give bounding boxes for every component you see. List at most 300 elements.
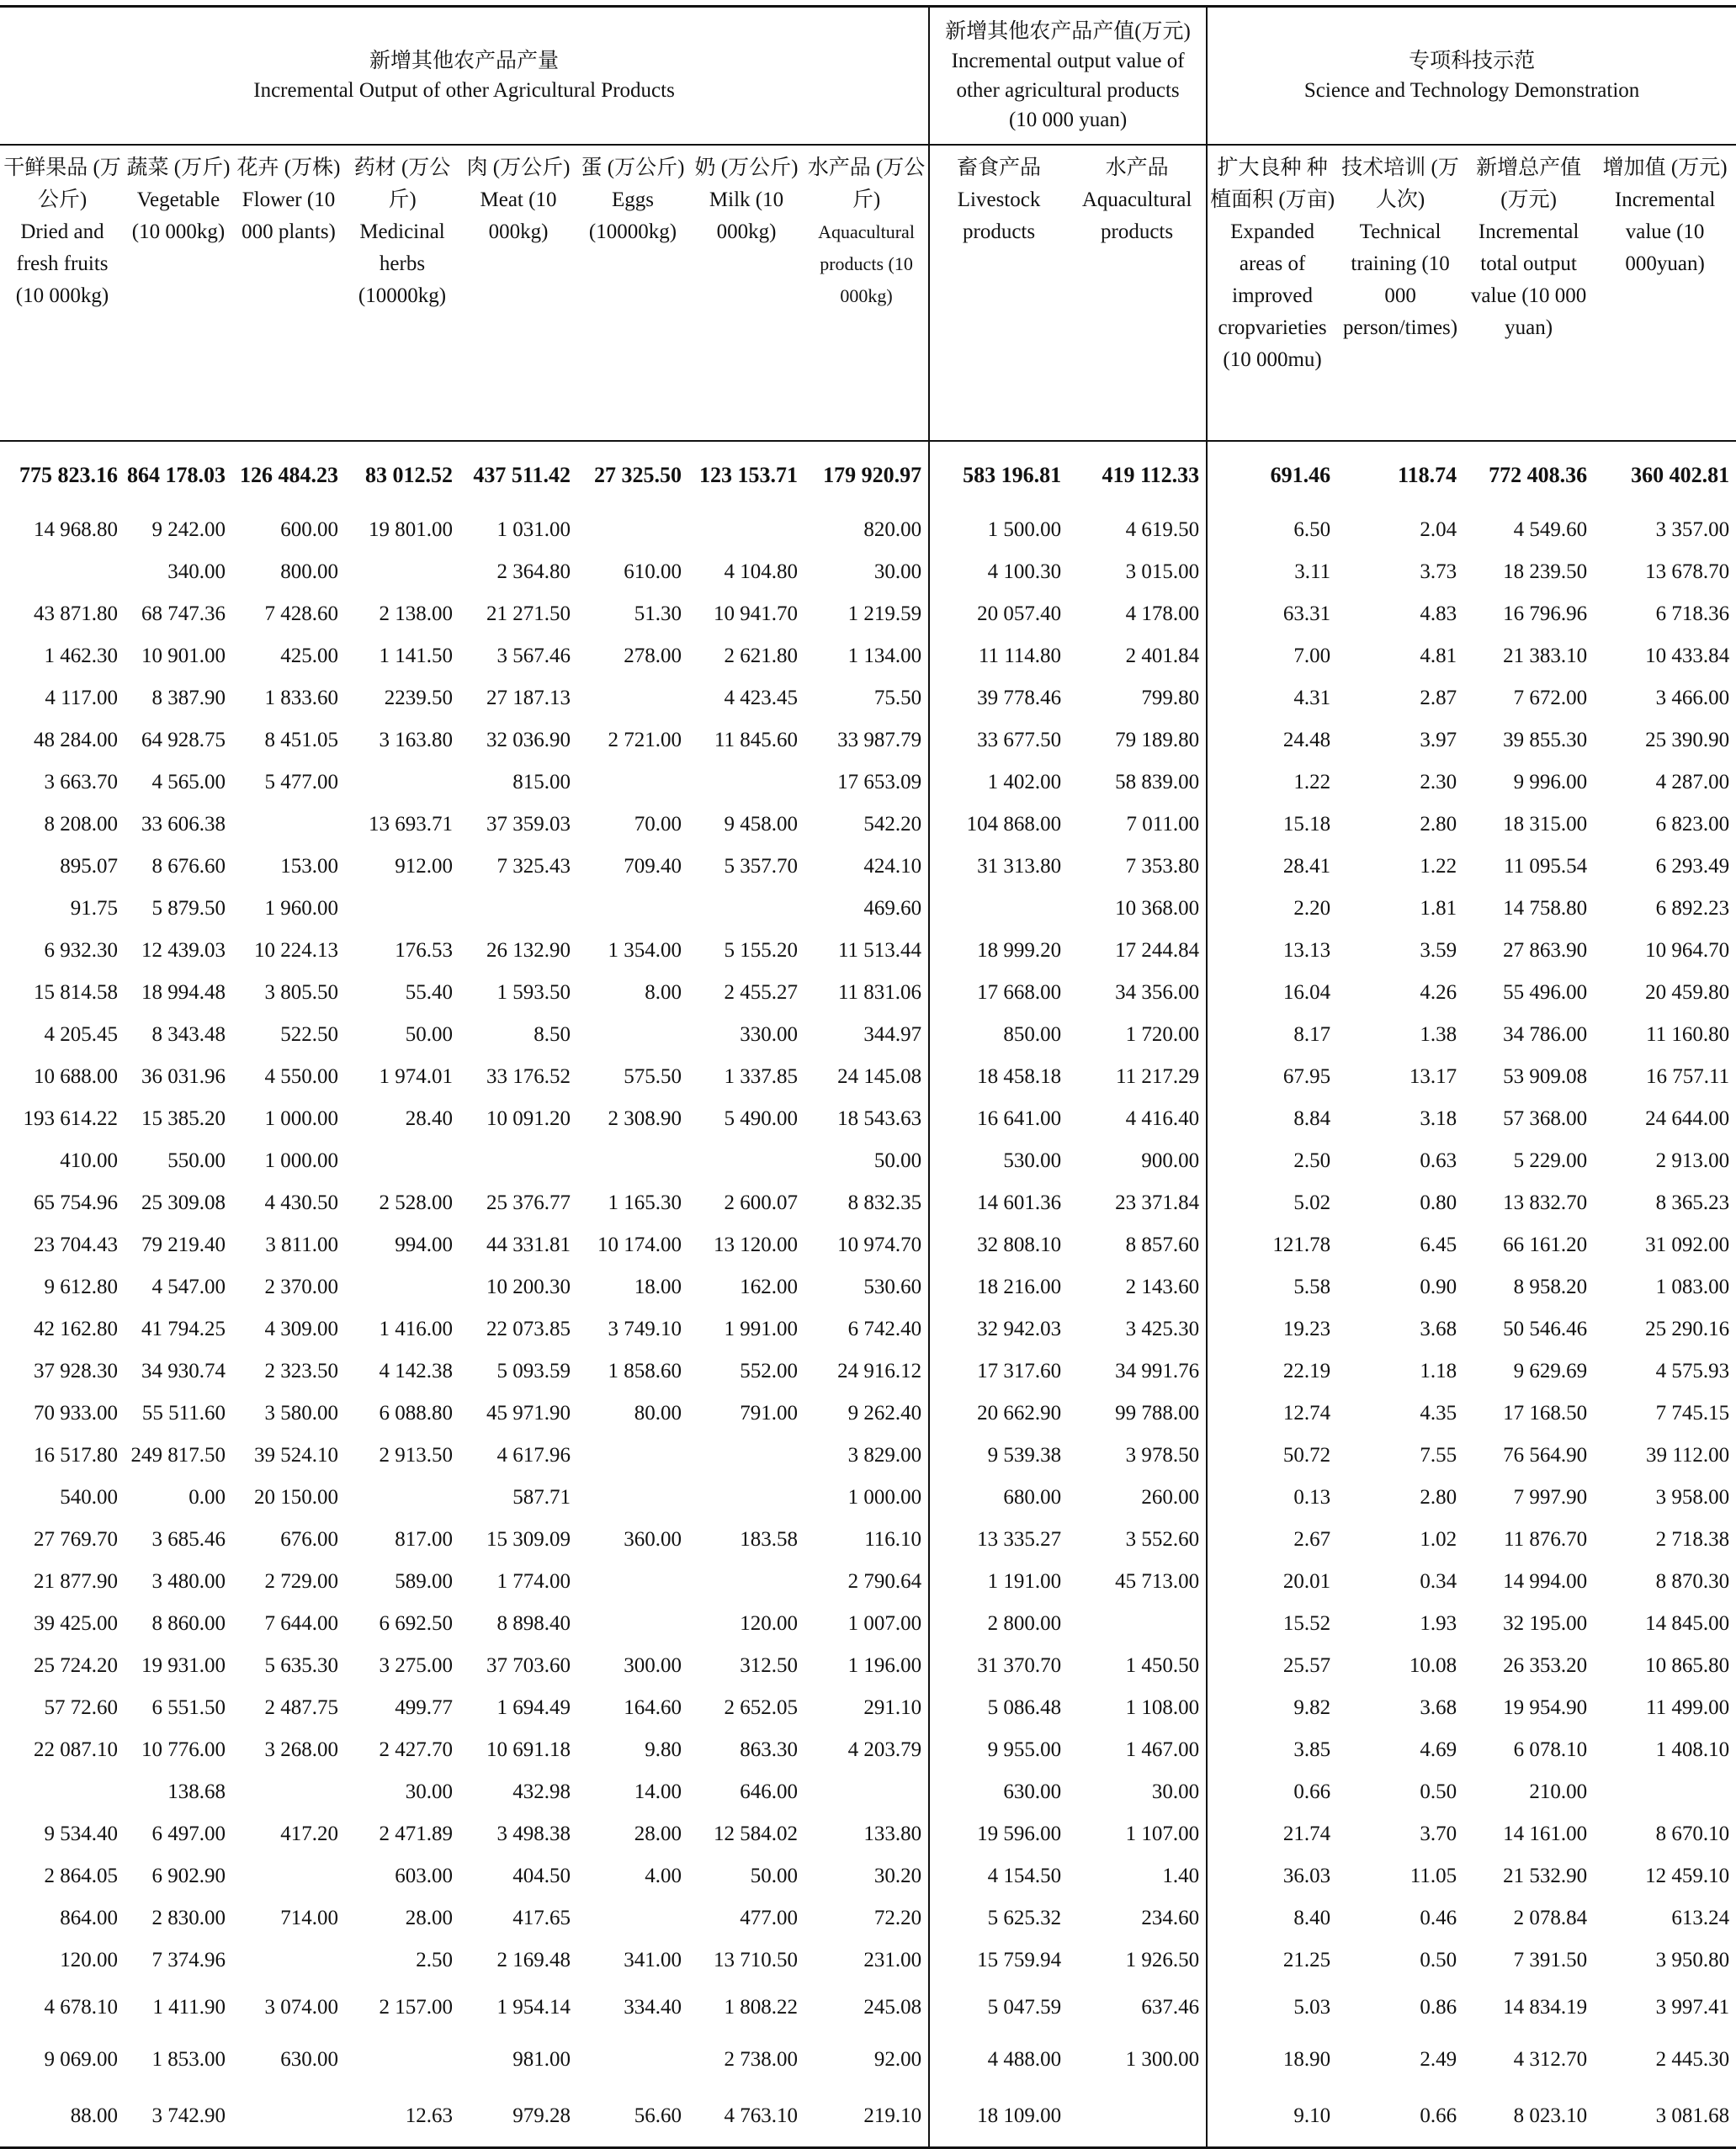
table-cell: 8.40	[1293, 1907, 1331, 1929]
column-header-en: Dried and fresh fruits (10 000kg)	[15, 220, 109, 307]
column-header-zh: 新增总产值 (万元)	[1476, 157, 1582, 211]
table-cell: 3 425.30	[1068, 1308, 1207, 1350]
table-row	[0, 1056, 1736, 1098]
table-cell: 4 203.79	[804, 1729, 929, 1771]
table-cell: 334.40	[624, 1996, 682, 2019]
table-cell: 23 704.43	[34, 1234, 118, 1256]
table-cell	[345, 1477, 459, 1519]
table-cell: 21.25	[1282, 1949, 1331, 1971]
table-cell	[577, 509, 688, 551]
table-cell: 7 997.90	[1513, 1486, 1588, 1509]
table-cell: 4 575.93	[1655, 1360, 1730, 1382]
table-cell: 231.00	[804, 1939, 929, 1982]
table-cell	[345, 888, 459, 930]
table-row	[0, 1098, 1736, 1140]
table-cell: 4 309.00	[264, 1318, 338, 1340]
table-cell: 2 913.50	[379, 1444, 453, 1467]
table-cell: 30.00	[405, 1780, 453, 1803]
table-cell	[577, 1435, 688, 1477]
table-cell: 4.83	[1420, 602, 1457, 625]
table-row	[0, 804, 1736, 846]
table-cell: 1 954.14	[496, 1996, 571, 2019]
table-cell: 2 729.00	[264, 1570, 338, 1593]
table-cell: 4 619.50	[1068, 509, 1207, 551]
table-cell	[345, 2034, 459, 2086]
table-cell: 57 72.60	[44, 1696, 118, 1719]
column-header	[1068, 145, 1207, 441]
table-cell	[688, 1477, 804, 1519]
table-cell: 344.97	[804, 1014, 929, 1056]
table-row	[0, 930, 1736, 972]
table-cell: 895.07	[60, 855, 118, 878]
table-cell: 9.82	[1293, 1696, 1331, 1719]
table-cell: 6 902.90	[151, 1865, 226, 1887]
table-cell: 14 161.00	[1503, 1823, 1588, 1845]
table-cell: 815.00	[512, 771, 571, 793]
table-cell: 16 641.00	[977, 1107, 1062, 1130]
table-cell: 8.50	[534, 1023, 571, 1046]
table-cell: 1.22	[1293, 771, 1331, 793]
table-cell: 9 629.69	[1513, 1360, 1588, 1382]
table-cell: 249 817.50	[130, 1444, 226, 1467]
table-cell: 1 000.00	[264, 1149, 338, 1172]
table-cell: 2 621.80	[724, 645, 798, 667]
table-cell: 1 411.90	[152, 1996, 226, 2019]
table-cell: 5.02	[1293, 1191, 1331, 1214]
table-cell: 219.10	[804, 2086, 929, 2148]
table-cell: 16 757.11	[1646, 1065, 1730, 1088]
table-cell	[1594, 1771, 1736, 1813]
table-cell: 1 134.00	[804, 635, 929, 677]
table-cell: 12 459.10	[1645, 1865, 1730, 1887]
table-cell: 6 718.36	[1655, 602, 1730, 625]
table-cell: 16 796.96	[1503, 602, 1588, 625]
table-cell: 603.00	[395, 1865, 453, 1887]
table-cell: 900.00	[1068, 1140, 1207, 1182]
table-cell: 31 313.80	[977, 855, 1062, 878]
table-cell: 6 088.80	[379, 1402, 453, 1425]
table-cell: 3 163.80	[379, 729, 453, 751]
table-cell: 1 593.50	[496, 981, 571, 1004]
table-cell: 13 678.70	[1645, 560, 1730, 583]
table-cell: 4 142.38	[379, 1360, 453, 1382]
table-cell: 1 720.00	[1068, 1014, 1207, 1056]
table-cell: 33 176.52	[486, 1065, 571, 1088]
table-cell: 24 145.08	[804, 1056, 929, 1098]
table-cell: 210.00	[1529, 1780, 1588, 1803]
table-cell: 646.00	[740, 1780, 798, 1803]
column-header-zh: 奶 (万公斤)	[694, 157, 799, 179]
table-cell: 2 652.05	[724, 1696, 798, 1719]
table-cell: 312.50	[740, 1654, 798, 1677]
table-cell: 6 551.50	[151, 1696, 226, 1719]
table-cell: 34 356.00	[1068, 972, 1207, 1014]
table-cell: 9 458.00	[724, 813, 798, 836]
table-cell: 3.59	[1420, 939, 1457, 962]
table-cell: 0.50	[1420, 1780, 1457, 1803]
table-cell: 15.18	[1282, 813, 1331, 836]
table-cell: 0.63	[1420, 1149, 1457, 1172]
table-cell: 0.46	[1420, 1907, 1457, 1929]
table-cell: 1 808.22	[724, 1996, 798, 2019]
table-cell: 72.20	[804, 1897, 929, 1939]
table-cell: 0.86	[1420, 1996, 1457, 2019]
table-cell: 981.00	[512, 2048, 571, 2071]
table-cell: 8 208.00	[44, 813, 118, 836]
table-cell: 4 549.60	[1513, 518, 1588, 541]
table-cell: 116.10	[804, 1519, 929, 1561]
table-cell: 2 790.64	[804, 1561, 929, 1603]
table-cell: 5 477.00	[264, 771, 338, 793]
table-cell: 15 759.94	[977, 1949, 1062, 1971]
table-cell: 2 364.80	[496, 560, 571, 583]
table-cell: 30.20	[804, 1855, 929, 1897]
table-cell	[577, 2034, 688, 2086]
table-cell: 20.01	[1282, 1570, 1331, 1593]
table-cell: 17 668.00	[977, 981, 1062, 1004]
table-row	[0, 719, 1736, 761]
table-row	[0, 1435, 1736, 1477]
table-cell: 104 868.00	[966, 813, 1062, 836]
agricultural-output-table	[0, 5, 1736, 2149]
table-cell: 21 877.90	[34, 1570, 118, 1593]
column-header-zh: 扩大良种 种植面积 (万亩)	[1210, 157, 1335, 211]
table-cell: 477.00	[740, 1907, 798, 1929]
table-cell: 18 239.50	[1503, 560, 1588, 583]
table-cell: 3 742.90	[125, 2086, 232, 2148]
table-cell: 2 445.30	[1655, 2048, 1730, 2071]
table-cell: 1 694.49	[496, 1696, 571, 1719]
table-cell: 3 978.50	[1068, 1435, 1207, 1477]
table-cell: 36.03	[1282, 1865, 1331, 1887]
table-cell: 50.00	[804, 1140, 929, 1182]
table-cell: 9.80	[645, 1738, 682, 1761]
table-cell: 10 688.00	[34, 1065, 118, 1088]
table-cell	[232, 1855, 345, 1897]
table-cell	[345, 1266, 459, 1308]
table-cell: 613.24	[1671, 1907, 1730, 1929]
table-cell: 2.87	[1420, 687, 1457, 709]
table-cell: 176.53	[395, 939, 453, 962]
table-cell: 4 154.50	[987, 1865, 1062, 1887]
table-cell: 4 678.10	[44, 1996, 118, 2019]
table-row	[0, 1603, 1736, 1645]
table-cell: 31 092.00	[1645, 1234, 1730, 1256]
table-cell	[577, 677, 688, 719]
table-cell: 7 353.80	[1068, 846, 1207, 888]
table-cell: 8 387.90	[151, 687, 226, 709]
table-cell: 10 901.00	[141, 645, 226, 667]
table-cell: 3.18	[1420, 1107, 1457, 1130]
table-cell: 6 497.00	[151, 1823, 226, 1845]
table-cell: 39 855.30	[1503, 729, 1588, 751]
table-cell: 775 823.16	[19, 463, 118, 487]
table-cell: 0.50	[1420, 1949, 1457, 1971]
table-cell: 8.00	[645, 981, 682, 1004]
table-cell: 8 676.60	[151, 855, 226, 878]
table-cell: 0.90	[1420, 1276, 1457, 1298]
table-cell: 183.58	[740, 1528, 798, 1551]
table-cell: 1 853.00	[151, 2048, 226, 2071]
table-cell: 2 830.00	[151, 1907, 226, 1929]
table-cell: 4 312.70	[1513, 2048, 1588, 2071]
table-cell: 123 153.71	[699, 463, 798, 487]
table-cell: 7 011.00	[1068, 804, 1207, 846]
table-cell: 291.10	[804, 1687, 929, 1729]
table-cell	[0, 551, 125, 593]
table-cell: 179 920.97	[804, 441, 929, 509]
table-row	[0, 1687, 1736, 1729]
total-row	[0, 441, 1736, 509]
table-cell: 800.00	[280, 560, 338, 583]
table-cell: 4.81	[1420, 645, 1457, 667]
table-cell: 32 808.10	[977, 1234, 1062, 1256]
table-cell: 8 023.10	[1463, 2086, 1594, 2148]
table-cell: 1 774.00	[496, 1570, 571, 1593]
table-cell: 419 112.33	[1068, 441, 1207, 509]
column-header	[1594, 145, 1736, 441]
table-cell: 1.38	[1420, 1023, 1457, 1046]
table-cell: 28.00	[634, 1823, 682, 1845]
table-cell: 14.00	[634, 1780, 682, 1803]
table-cell: 25 724.20	[34, 1654, 118, 1677]
table-cell: 6 293.49	[1655, 855, 1730, 878]
column-header	[1463, 145, 1594, 441]
table-cell: 12 584.02	[714, 1823, 798, 1845]
table-cell: 6 692.50	[379, 1612, 453, 1635]
table-cell: 1 007.00	[804, 1603, 929, 1645]
table-cell: 13 120.00	[714, 1234, 798, 1256]
table-cell: 22 087.10	[34, 1738, 118, 1761]
table-cell: 19.23	[1282, 1318, 1331, 1340]
table-cell: 1.40	[1068, 1855, 1207, 1897]
column-header-zh: 肉 (万公斤)	[466, 157, 571, 179]
table-cell: 2 721.00	[608, 729, 682, 751]
table-cell: 979.28	[459, 2086, 577, 2148]
table-cell: 24.48	[1282, 729, 1331, 751]
table-cell: 8 958.20	[1513, 1276, 1588, 1298]
table-cell: 10 974.70	[804, 1224, 929, 1266]
column-header	[1207, 145, 1337, 441]
table-cell: 138.68	[167, 1780, 226, 1803]
table-cell: 133.80	[804, 1813, 929, 1855]
table-cell: 8 365.23	[1655, 1191, 1730, 1214]
table-cell: 499.77	[395, 1696, 453, 1719]
table-cell	[929, 888, 1068, 930]
table-cell: 1.93	[1420, 1612, 1457, 1635]
table-cell: 630.00	[1003, 1780, 1062, 1803]
table-cell: 330.00	[740, 1023, 798, 1046]
table-cell: 522.50	[280, 1023, 338, 1046]
table-cell: 26 353.20	[1503, 1654, 1588, 1677]
table-cell: 4 763.10	[688, 2086, 804, 2148]
table-cell: 9 242.00	[151, 518, 226, 541]
column-header-zh: 水产品 (万公斤)	[807, 157, 926, 211]
table-cell: 1 108.00	[1068, 1687, 1207, 1729]
table-cell: 6 892.23	[1655, 897, 1730, 920]
table-cell: 540.00	[60, 1486, 118, 1509]
table-cell: 0.13	[1293, 1486, 1331, 1509]
table-cell: 0.66	[1293, 1780, 1331, 1803]
table-cell: 50 546.46	[1503, 1318, 1588, 1340]
table-cell: 0.34	[1420, 1570, 1457, 1593]
table-cell: 4 550.00	[264, 1065, 338, 1088]
column-header-zh: 增加值 (万元)	[1602, 157, 1728, 179]
table-cell: 17 653.09	[804, 761, 929, 804]
table-cell: 11 513.44	[804, 930, 929, 972]
table-cell: 5 625.32	[987, 1907, 1062, 1929]
table-cell: 2.50	[1293, 1149, 1331, 1172]
group-header-row	[0, 7, 1736, 146]
table-cell: 5 155.20	[724, 939, 798, 962]
table-cell: 8 898.40	[496, 1612, 571, 1635]
table-cell: 2 138.00	[379, 602, 453, 625]
table-cell: 19 801.00	[369, 518, 453, 541]
table-cell: 2 471.89	[379, 1823, 453, 1845]
table-cell: 10 865.80	[1645, 1654, 1730, 1677]
column-header-en: Incremental value (10 000yuan)	[1614, 188, 1716, 275]
table-cell: 126 484.23	[240, 463, 338, 487]
table-cell: 15 385.20	[141, 1107, 226, 1130]
column-header-en: Medicinal herbs (10000kg)	[358, 220, 447, 307]
table-cell: 32 942.03	[977, 1318, 1062, 1340]
table-cell: 4 488.00	[987, 2048, 1062, 2071]
table-cell: 245.08	[804, 1982, 929, 2034]
table-cell: 3.68	[1420, 1318, 1457, 1340]
table-cell	[345, 551, 459, 593]
table-cell: 260.00	[1068, 1477, 1207, 1519]
table-cell: 1 402.00	[987, 771, 1062, 793]
table-cell: 91.75	[70, 897, 118, 920]
table-row	[0, 2034, 1736, 2086]
table-cell: 10 941.70	[714, 602, 798, 625]
column-header	[459, 145, 577, 441]
column-header	[688, 145, 804, 441]
table-cell	[577, 1561, 688, 1603]
table-cell: 10.08	[1409, 1654, 1457, 1677]
table-cell	[577, 761, 688, 804]
table-cell: 820.00	[804, 509, 929, 551]
table-cell: 10 691.18	[486, 1738, 571, 1761]
table-cell: 10 368.00	[1068, 888, 1207, 930]
table-cell: 817.00	[395, 1528, 453, 1551]
table-row	[0, 972, 1736, 1014]
table-cell: 2 528.00	[379, 1191, 453, 1214]
table-cell: 22 073.85	[486, 1318, 571, 1340]
table-cell: 3 498.38	[496, 1823, 571, 1845]
table-cell	[1068, 1603, 1207, 1645]
column-header-zh: 水产品	[1105, 157, 1169, 179]
table-cell: 4 565.00	[151, 771, 226, 793]
table-cell: 6 742.40	[804, 1308, 929, 1350]
table-cell: 18 994.48	[141, 981, 226, 1004]
table-cell: 7 374.96	[151, 1949, 226, 1971]
table-cell: 10 174.00	[597, 1234, 682, 1256]
table-cell: 3 811.00	[265, 1234, 338, 1256]
table-cell: 10 964.70	[1645, 939, 1730, 962]
table-cell: 45 713.00	[1068, 1561, 1207, 1603]
table-cell: 2 078.84	[1513, 1907, 1588, 1929]
table-cell: 57 368.00	[1503, 1107, 1588, 1130]
table-cell: 714.00	[280, 1907, 338, 1929]
table-cell: 5 093.59	[496, 1360, 571, 1382]
table-cell: 30.00	[1068, 1771, 1207, 1813]
table-cell: 2 913.00	[1655, 1149, 1730, 1172]
column-header	[232, 145, 345, 441]
column-header-zh: 技术培训 (万人次)	[1341, 157, 1459, 211]
table-cell: 6 823.00	[1655, 813, 1730, 836]
column-header-en: Incremental total output value (10 000 yuan)	[1470, 220, 1587, 339]
table-cell: 43 871.80	[34, 602, 118, 625]
table-cell	[232, 804, 345, 846]
table-cell: 2 455.27	[724, 981, 798, 1004]
table-cell: 2 169.48	[496, 1949, 571, 1971]
table-row	[0, 1982, 1736, 2034]
table-cell: 14 758.80	[1503, 897, 1588, 920]
table-cell: 425.00	[280, 645, 338, 667]
table-cell: 7 644.00	[264, 1612, 338, 1635]
table-cell: 7.00	[1293, 645, 1331, 667]
table-row	[0, 1645, 1736, 1687]
table-cell: 13 335.27	[977, 1528, 1062, 1551]
table-cell: 3 081.68	[1594, 2086, 1736, 2148]
table-cell: 583 196.81	[963, 463, 1062, 487]
group-header-output-value	[929, 7, 1207, 146]
table-cell: 1 031.00	[496, 518, 571, 541]
table-cell: 26 132.90	[486, 939, 571, 962]
table-cell: 18.00	[634, 1276, 682, 1298]
column-header-zh: 蛋 (万公斤)	[581, 157, 685, 179]
table-cell: 1 926.50	[1068, 1939, 1207, 1982]
table-cell: 772 408.36	[1489, 463, 1588, 487]
table-cell: 11 831.06	[804, 972, 929, 1014]
table-cell: 2 738.00	[724, 2048, 798, 2071]
column-header-en: Livestock products	[957, 188, 1041, 243]
column-header-row	[0, 145, 1736, 441]
table-cell: 33 677.50	[977, 729, 1062, 751]
table-cell: 8.17	[1293, 1023, 1331, 1046]
table-cell: 14 845.00	[1645, 1612, 1730, 1635]
table-cell: 2239.50	[384, 687, 453, 709]
table-row	[0, 1477, 1736, 1519]
table-cell: 88.00	[0, 2086, 125, 2148]
table-cell: 30.00	[804, 551, 929, 593]
table-row	[0, 1140, 1736, 1182]
table-cell: 864.00	[60, 1907, 118, 1929]
table-cell: 39 778.46	[977, 687, 1062, 709]
table-cell: 9.10	[1207, 2086, 1337, 2148]
table-cell: 550.00	[167, 1149, 226, 1172]
table-cell	[345, 761, 459, 804]
table-cell: 27 325.50	[594, 463, 682, 487]
table-cell: 11 217.29	[1068, 1056, 1207, 1098]
table-cell: 20 459.80	[1645, 981, 1730, 1004]
table-cell: 53 909.08	[1503, 1065, 1588, 1088]
table-cell: 4 104.80	[724, 560, 798, 583]
table-row	[0, 761, 1736, 804]
table-cell: 5 635.30	[264, 1654, 338, 1677]
table-cell: 67.95	[1282, 1065, 1331, 1088]
group-header-output-value-zh: 新增其他农产品产值(万元)	[945, 20, 1191, 43]
table-row	[0, 551, 1736, 593]
table-cell: 2 427.70	[379, 1738, 453, 1761]
table-cell: 79 189.80	[1068, 719, 1207, 761]
table-cell: 5.58	[1293, 1276, 1331, 1298]
table-cell: 12 439.03	[141, 939, 226, 962]
table-cell: 25.57	[1282, 1654, 1331, 1677]
group-header-output-value-en: Incremental output value of other agricultural products (10 000 yuan)	[951, 50, 1185, 131]
table-cell: 21 383.10	[1503, 645, 1588, 667]
